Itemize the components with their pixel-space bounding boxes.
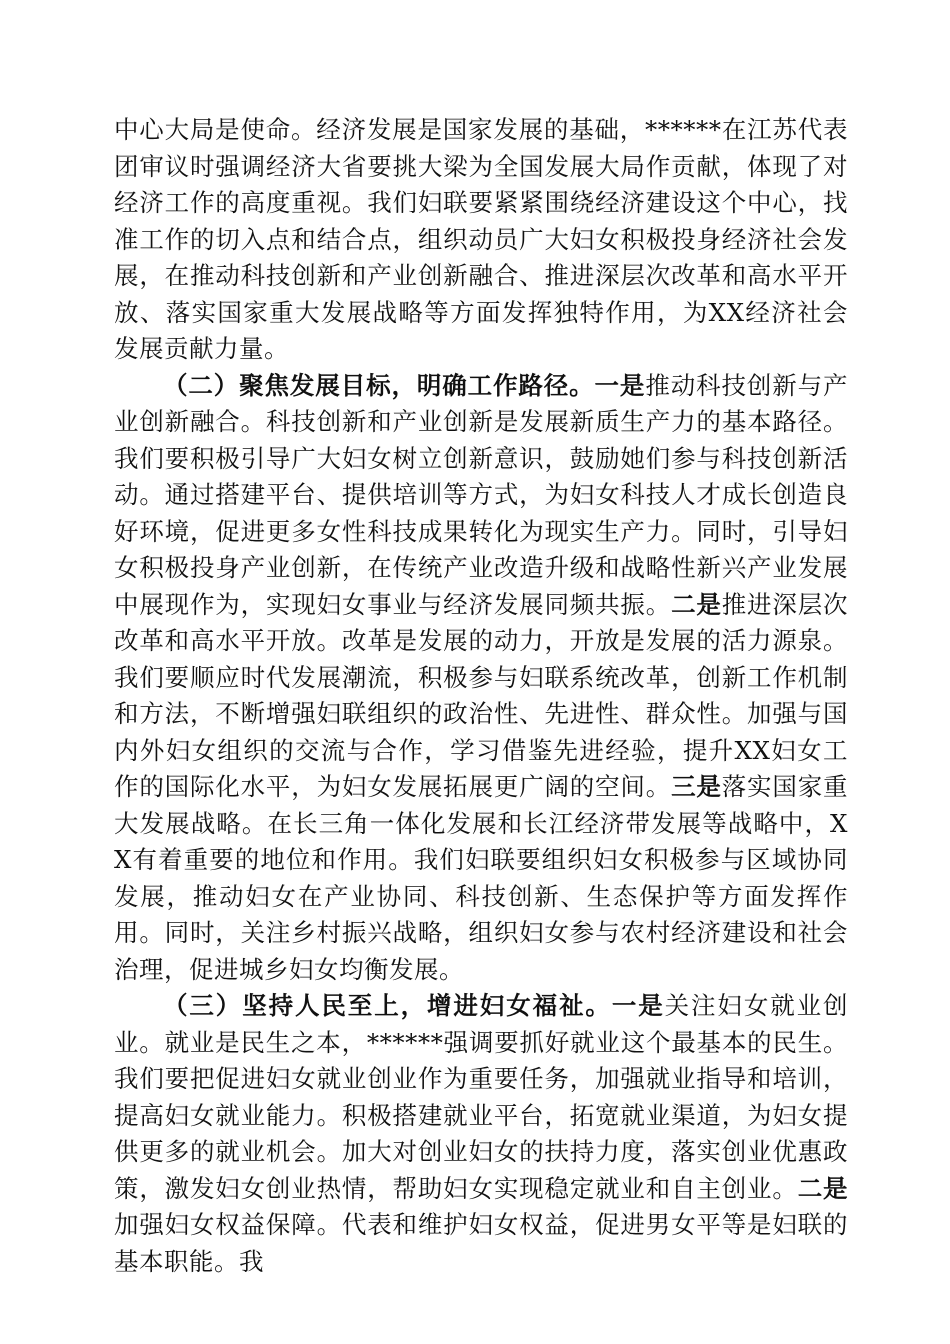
paragraph-3-text-1: 关注妇女就业创业。就业是民生之本，******强调要抓好就业这个最基本的民生。我们要把促进妇女就业创业作为重要任务，加强就业指导和培训，提高妇女就业能力。积极搭建就业平台，拓宽就业渠道，为妇女提供更多的就业机会。加大对创业妇女的扶持力度，落实创业优惠政策，激发妇女创业热情，帮助妇女实现稳定就业和自主创业。 [114, 991, 849, 1203]
section-heading-2: （二）聚焦发展目标，明确工作路径。 [163, 370, 595, 400]
paragraph-3-text-2: 加强妇女权益保障。代表和维护妇女权益，促进男女平等是妇联的基本职能。我 [114, 1210, 848, 1276]
paragraph-1-text: 中心大局是使命。经济发展是国家发展的基础，******在江苏代表团审议时强调经济大省要挑大梁为全国发展大局作贡献，体现了对经济工作的高度重视。我们妇联要紧紧围绕经济建设这个中心，找准工作的切入点和结合点，组织动员广大妇女积极投身经济社会发展，在推动科技创新和产业创新融合、推进深层次改革和高水平开放、落实国家重大发展战略等方面发挥独特作用，为XX经济社会发展贡献力量。 [114, 115, 848, 363]
paragraph-2-text-3: 落实国家重大发展战略。在长三角一体化发展和长江经济带发展等战略中，XX有着重要的地位和作用。我们妇联要组织妇女积极参与区域协同发展，推动妇女在产业协同、科技创新、生态保护等方面发挥作用。同时，关注乡村振兴战略，组织妇女参与农村经济建设和社会治理，促进城乡妇女均衡发展。 [114, 772, 849, 984]
paragraph-2-text-1: 推动科技创新与产业创新融合。科技创新和产业创新是发展新质生产力的基本路径。我们要积极引导广大妇女树立创新意识，鼓励她们参与科技创新活动。通过搭建平台、提供培训等方式，为妇女科技人才成长创造良好环境，促进更多女性科技成果转化为现实生产力。同时，引导妇女积极投身产业创新，在传统产业改造升级和战略性新兴产业发展中展现作为，实现妇女事业与经济发展同频共振。 [114, 370, 849, 619]
item-marker-3: 三是 [671, 772, 722, 801]
paragraph-3 [114, 988, 848, 1280]
item-marker-1: 一是 [611, 991, 665, 1020]
paragraph-1 [114, 112, 848, 368]
document-body [114, 112, 848, 1280]
item-marker-1: 一是 [594, 370, 646, 400]
item-marker-2: 二是 [671, 589, 722, 619]
section-heading-3: （三）坚持人民至上，增进妇女福祉。 [163, 991, 612, 1020]
item-marker-2: 二是 [797, 1173, 849, 1203]
paragraph-2 [114, 368, 848, 989]
paragraph-2-text-2: 推进深层次改革和高水平开放。改革是发展的动力，开放是发展的活力源泉。我们要顺应时代发展潮流，积极参与妇联系统改革，创新工作机制和方法，不断增强妇联组织的政治性、先进性、群众性。加强与国内外妇女组织的交流与合作，学习借鉴先进经验，提升XX妇女工作的国际化水平，为妇女发展拓展更广阔的空间。 [114, 589, 849, 801]
